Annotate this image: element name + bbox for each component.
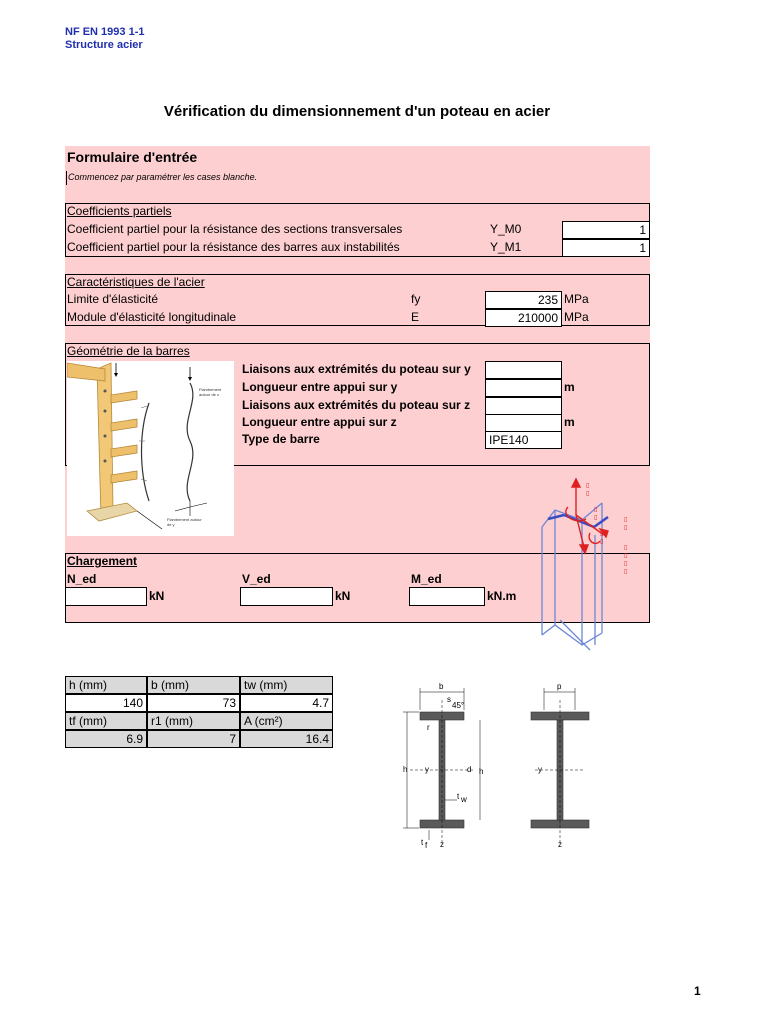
yield-strength-symbol: fy — [411, 292, 421, 306]
label-z-left: z — [440, 840, 444, 849]
steel-title: Caractéristiques de l'acier — [67, 275, 205, 289]
ved-input[interactable] — [240, 587, 333, 606]
header-b: b (mm) — [147, 676, 240, 694]
length-z-input[interactable] — [485, 414, 562, 432]
med-label: M_ed — [411, 572, 442, 586]
header-tw: tw (mm) — [240, 676, 333, 694]
label-45: 45° — [452, 701, 465, 710]
i-section-drawing — [395, 680, 595, 855]
end-conditions-z-input[interactable] — [485, 397, 562, 415]
ned-input[interactable] — [65, 587, 147, 606]
label-y-right: y — [538, 765, 542, 774]
bar-type-input[interactable]: IPE140 — [485, 431, 562, 449]
coefficients-title: Coefficients partiels — [67, 204, 172, 218]
value-area: 16.4 — [240, 730, 333, 748]
label-r: r — [427, 723, 430, 732]
text-cursor — [66, 171, 67, 185]
header-h: h (mm) — [65, 676, 147, 694]
length-z-unit: m — [564, 415, 575, 429]
end-conditions-y-label: Liaisons aux extrémités du poteau sur y — [242, 362, 471, 376]
length-y-label: Longueur entre appui sur y — [242, 380, 398, 394]
med-unit: kN.m — [487, 589, 517, 603]
svg-text:▯: ▯ — [600, 531, 604, 537]
label-y-left: y — [425, 765, 429, 774]
svg-text:▯: ▯ — [624, 545, 628, 551]
label-d: d — [467, 765, 472, 774]
header-tf: tf (mm) — [65, 712, 147, 730]
label-s: s — [447, 695, 451, 704]
length-y-input[interactable] — [485, 379, 562, 397]
svg-text:▯: ▯ — [600, 539, 604, 545]
value-tw: 4.7 — [240, 694, 333, 712]
gamma-m1-input[interactable]: 1 — [562, 239, 650, 257]
svg-text:▯: ▯ — [594, 515, 598, 521]
bar-type-label: Type de barre — [242, 432, 320, 446]
label-b: b — [439, 682, 444, 691]
value-tf: 6.9 — [65, 730, 147, 748]
value-r1: 7 — [147, 730, 240, 748]
buckling-figure — [67, 361, 234, 536]
coefficient-m1-symbol: Y_M1 — [490, 240, 522, 254]
header-r1: r1 (mm) — [147, 712, 240, 730]
length-z-label: Longueur entre appui sur z — [242, 415, 397, 429]
elastic-modulus-unit: MPa — [564, 310, 589, 324]
label-h-inner: h — [479, 767, 484, 776]
svg-text:de y: de y — [167, 522, 175, 527]
svg-text:Flambement autour: Flambement autour — [167, 517, 202, 522]
yield-strength-unit: MPa — [564, 292, 589, 306]
label-t-f: t — [421, 838, 424, 847]
ved-unit: kN — [335, 589, 351, 603]
subject-label: Structure acier — [65, 39, 143, 51]
gamma-m0-input[interactable]: 1 — [562, 221, 650, 239]
end-conditions-z-label: Liaisons aux extrémités du poteau sur z — [242, 398, 471, 412]
loading-title: Chargement — [67, 554, 138, 568]
svg-text:▯: ▯ — [624, 525, 628, 531]
elastic-modulus-symbol: E — [411, 310, 420, 324]
standard-label: NF EN 1993 1-1 — [65, 26, 145, 38]
label-z-right: z — [558, 840, 562, 849]
header-area: A (cm²) — [240, 712, 333, 730]
label-p: p — [557, 682, 562, 691]
yield-strength-label: Limite d'élasticité — [67, 292, 158, 306]
elastic-modulus-label: Module d'élasticité longitudinale — [67, 310, 237, 324]
page-number: 1 — [694, 984, 701, 998]
column-3d-sketch — [520, 475, 640, 665]
label-f: f — [425, 841, 428, 850]
form-title: Formulaire d'entrée — [67, 149, 198, 165]
coefficient-m0-label: Coefficient partiel pour la résistance des sections transversales — [67, 222, 403, 236]
label-w: w — [461, 795, 467, 804]
svg-text:▯: ▯ — [624, 561, 628, 567]
yield-strength-input[interactable]: 235 — [485, 291, 562, 309]
page-title: Vérification du dimensionnement d'un poteau en acier — [163, 103, 551, 120]
svg-text:autour de z: autour de z — [199, 392, 220, 397]
value-b: 73 — [147, 694, 240, 712]
end-conditions-y-input[interactable] — [485, 361, 562, 379]
ned-label: N_ed — [67, 572, 97, 586]
svg-text:▯: ▯ — [624, 553, 628, 559]
svg-text:▯: ▯ — [594, 507, 598, 513]
geometry-title: Géométrie de la barres — [67, 344, 190, 358]
med-input[interactable] — [409, 587, 485, 606]
coefficient-m0-symbol: Y_M0 — [490, 222, 522, 236]
elastic-modulus-input[interactable]: 210000 — [485, 309, 562, 327]
label-t-w: t — [457, 792, 460, 801]
svg-text:▯: ▯ — [586, 483, 590, 489]
ned-unit: kN — [149, 589, 165, 603]
svg-text:Flambement: Flambement — [199, 387, 222, 392]
svg-text:▯: ▯ — [586, 491, 590, 497]
svg-text:▯: ▯ — [624, 569, 628, 575]
value-h: 140 — [65, 694, 147, 712]
length-y-unit: m — [564, 380, 575, 394]
coefficient-m1-label: Coefficient partiel pour la résistance des barres aux instabilités — [67, 240, 400, 254]
ved-label: V_ed — [242, 572, 271, 586]
form-hint: Commencez par paramétrer les cases blanche. — [68, 172, 258, 182]
svg-text:▯: ▯ — [624, 517, 628, 523]
label-h: h — [403, 765, 408, 774]
